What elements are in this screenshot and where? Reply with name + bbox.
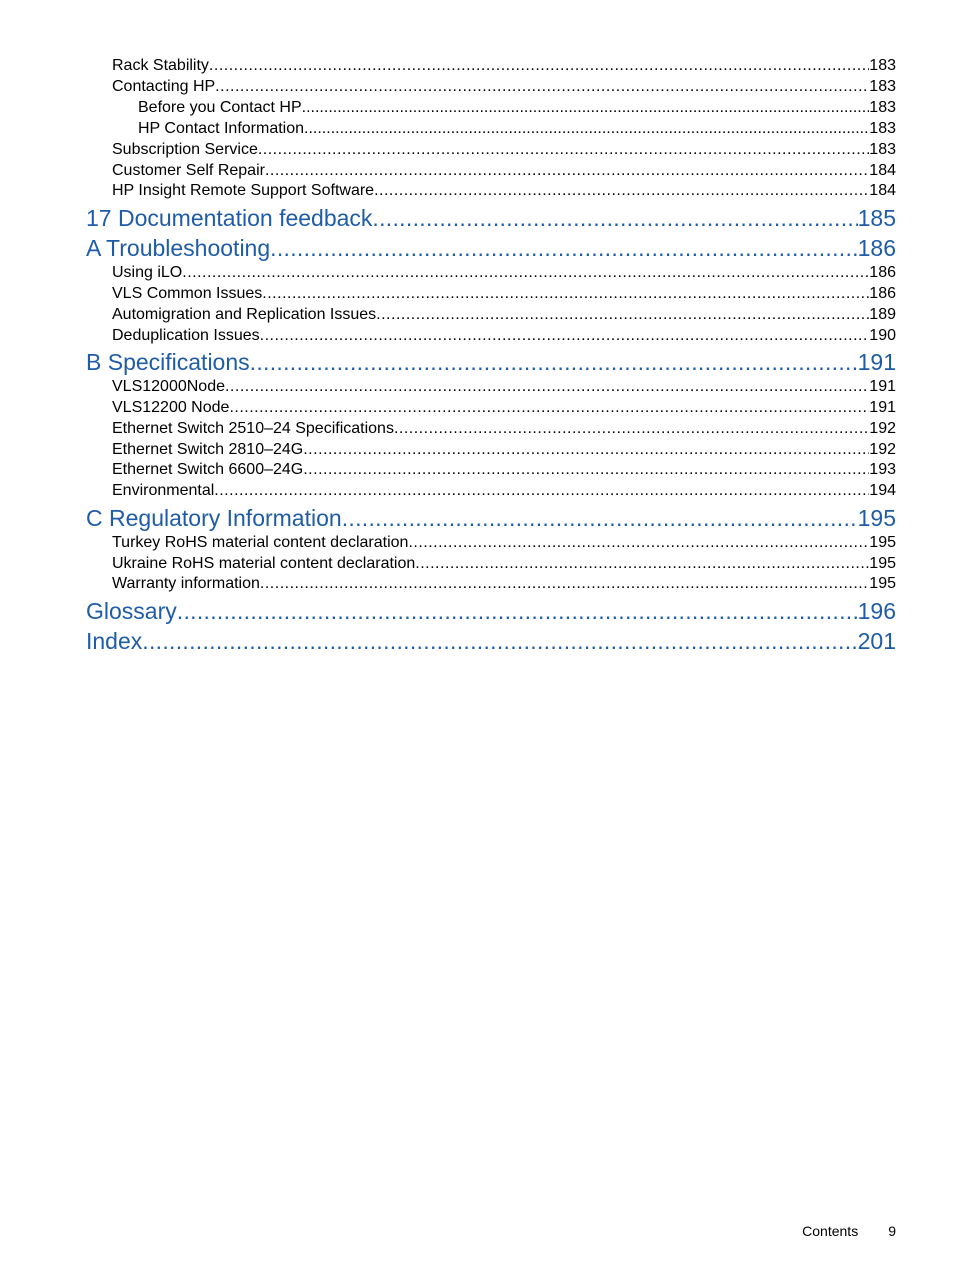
toc-entry[interactable] [112,377,896,397]
toc-entry-page: 191 [869,399,896,416]
toc-entry-label: Environmental [112,482,215,499]
toc-entry-page: 191 [869,378,896,395]
dot-leader [258,140,869,160]
dot-leader [225,377,869,397]
dot-leader [260,326,870,346]
toc-entry-page: 184 [869,162,896,179]
toc-chapter-page: 196 [857,598,896,624]
toc-chapter-entry[interactable] [86,504,896,532]
toc-entry-label: Ukraine RoHS material content declaration [112,555,416,572]
toc-entry-label: Rack Stability [112,57,209,74]
toc-entry[interactable] [112,440,896,460]
toc-chapter-entry[interactable] [86,348,896,376]
toc-entry-page: 193 [869,461,896,478]
toc-entry-label: VLS12200 Node [112,399,230,416]
toc-entry[interactable] [112,326,896,346]
dot-leader [408,533,869,553]
toc-entry-label: Subscription Service [112,141,258,158]
toc-entry-page: 186 [869,285,896,302]
toc-entry[interactable] [112,533,896,553]
footer-section-label: Contents [802,1223,859,1239]
toc-chapter-page: 201 [857,628,896,654]
toc-entry[interactable] [112,419,896,439]
dot-leader [394,419,869,439]
toc-entry-page: 184 [869,182,896,199]
toc-entry-label: Contacting HP [112,78,216,95]
toc-entry[interactable] [112,481,896,501]
toc-entry-page: 192 [869,441,896,458]
dot-leader [376,305,869,325]
toc-chapter-page: 186 [857,235,896,261]
dot-leader [342,504,858,532]
toc-entry[interactable] [112,77,896,97]
dot-leader [229,398,869,418]
toc-entry-page: 194 [869,482,896,499]
toc-entry-label: VLS12000Node [112,378,225,395]
toc-chapter-label: Index [86,628,143,654]
toc-chapter-label: Glossary [86,598,177,624]
toc-entry-label: HP Contact Information [138,120,305,137]
toc-entry[interactable] [112,263,896,283]
toc-entry-label: Customer Self Repair [112,162,265,179]
toc-entry-page: 183 [869,141,896,158]
toc-chapter-label: 17 Documentation feedback [86,205,373,231]
dot-leader [260,574,869,594]
toc-entry-page: 183 [869,99,896,116]
toc-entry[interactable] [112,574,896,594]
dot-leader [209,56,869,76]
toc-entry-label: Using iLO [112,264,183,281]
toc-chapter-page: 191 [857,349,896,375]
toc-entry-label: Warranty information [112,575,260,592]
toc-entry-page: 192 [869,420,896,437]
toc-entry-page: 183 [869,120,896,137]
toc-chapter-label: C Regulatory Information [86,505,342,531]
dot-leader [177,597,858,625]
toc-entry-label: Automigration and Replication Issues [112,306,377,323]
toc-entry[interactable] [138,98,896,118]
toc-entry[interactable] [112,56,896,76]
toc-entry-page: 186 [869,264,896,281]
toc-chapter-entry[interactable] [86,234,896,262]
dot-leader [265,161,869,181]
toc-entry-page: 183 [869,78,896,95]
dot-leader [303,440,869,460]
dot-leader [250,348,858,376]
toc-entry[interactable] [112,305,896,325]
toc-entry-page: 195 [869,555,896,572]
toc-entry-label: Ethernet Switch 2810–24G [112,441,304,458]
toc-entry-label: Deduplication Issues [112,327,260,344]
toc-entry-label: Ethernet Switch 2510–24 Specifications [112,420,394,437]
toc-chapter-entry[interactable] [86,627,896,655]
toc-entry-label: Before you Contact HP [138,99,302,116]
footer-page-number: 9 [888,1223,896,1239]
toc-entry[interactable] [112,284,896,304]
toc-chapter-label: A Troubleshooting [86,235,271,261]
page-footer [802,1222,896,1240]
dot-leader [304,119,869,139]
toc-entry-page: 195 [869,575,896,592]
toc-chapter-label: B Specifications [86,349,250,375]
toc-chapter-page: 185 [857,205,896,231]
toc-entry-page: 183 [869,57,896,74]
toc-entry[interactable] [112,181,896,201]
toc-entry-label: HP Insight Remote Support Software [112,182,375,199]
dot-leader [374,181,869,201]
toc-entry-label: Turkey RoHS material content declaration [112,534,409,551]
toc-chapter-entry[interactable] [86,597,896,625]
dot-leader [142,627,857,655]
toc-entry[interactable] [112,554,896,574]
toc-entry[interactable] [138,119,896,139]
toc-entry-label: Ethernet Switch 6600–24G [112,461,304,478]
dot-leader [372,204,857,232]
toc-chapter-entry[interactable] [86,204,896,232]
toc-entry-page: 195 [869,534,896,551]
toc-entry-page: 189 [869,306,896,323]
dot-leader [270,234,857,262]
toc-entry-label: VLS Common Issues [112,285,263,302]
toc-entry[interactable] [112,460,896,480]
toc-chapter-page: 195 [857,505,896,531]
dot-leader [302,98,870,118]
toc-entry[interactable] [112,161,896,181]
dot-leader [214,481,869,501]
dot-leader [303,460,869,480]
dot-leader [215,77,869,97]
dot-leader [182,263,869,283]
toc-entry[interactable] [112,140,896,160]
toc-entry-page: 190 [869,327,896,344]
toc-entry[interactable] [112,398,896,418]
dot-leader [262,284,869,304]
dot-leader [415,554,869,574]
